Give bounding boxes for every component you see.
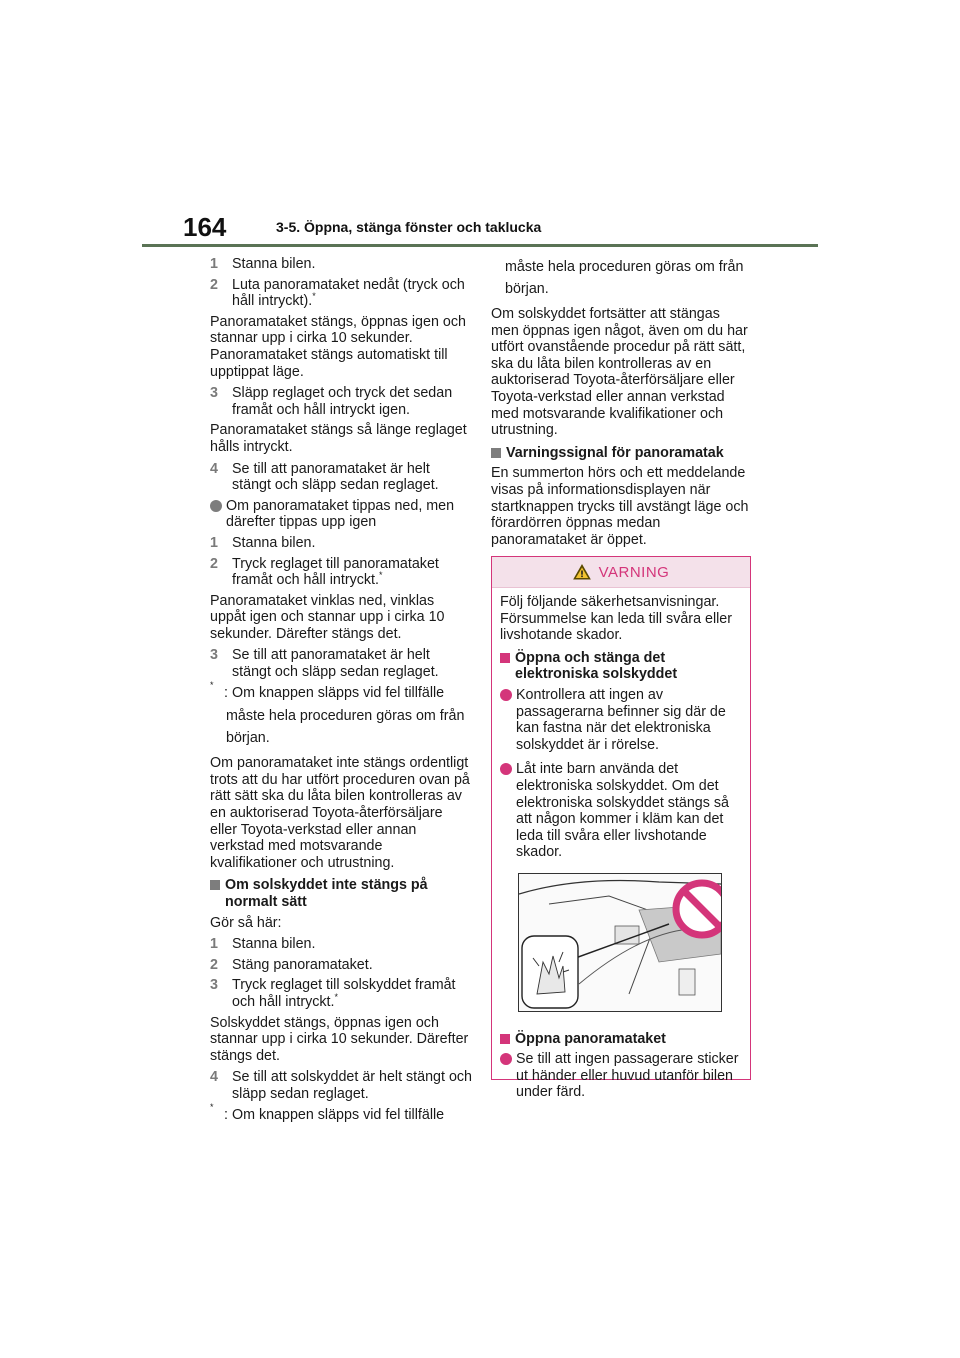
step-number: 3 <box>210 647 218 664</box>
page-number: 164 <box>183 212 227 242</box>
step-text: Luta panoramataket nedåt (tryck och håll intryckt). <box>232 276 465 310</box>
warning-header <box>492 557 750 588</box>
sunshade-pinch-illustration <box>518 873 722 1012</box>
warning-triangle-icon <box>573 564 591 580</box>
step-number: 4 <box>210 460 218 477</box>
step <box>210 977 472 1010</box>
bullet-icon <box>210 500 222 512</box>
paragraph: Panoramataket stängs, öppnas igen och stannar upp i cirka 10 sekunder. Panoramataket stängs automatiskt till upptippat läge. <box>210 313 466 380</box>
footnote-continuation: måste hela proceduren göras om från <box>226 708 465 725</box>
warning-subheading <box>500 1031 742 1048</box>
bullet-item <box>210 498 472 531</box>
section-title: 3-5. Öppna, stänga fönster och taklucka <box>276 219 542 235</box>
header-rule <box>142 244 818 247</box>
step <box>210 556 472 589</box>
step <box>210 535 472 552</box>
step-number: 2 <box>210 956 218 973</box>
step-number: 3 <box>210 385 218 402</box>
warning-bullet <box>500 761 742 861</box>
subheading-text: Om solskyddet inte stängs på normalt sätt <box>225 877 428 910</box>
left-column <box>210 256 472 1127</box>
footnote-continuation: början. <box>226 730 270 747</box>
step <box>210 957 472 974</box>
step-text: Tryck reglaget till solskyddet framåt och håll intryckt. <box>232 977 456 1010</box>
subheading-text: Öppna och stänga det elektroniska solskyddet <box>515 649 678 683</box>
step <box>210 1069 472 1102</box>
footnote-marker: * <box>334 992 339 1003</box>
bullet-text: Kontrollera att ingen av passagerarna befinner sig där de kan fastna när det elektroniska solskyddet är i rörelse. <box>516 686 726 753</box>
paragraph: Om panoramataket inte stängs ordentligt trots att du har utfört proceduren ovan på rätt sätt ska du låta bilen kontrolleras av en auktoriserad Toyota-återförsäljare eller Toyota-verkstad eller annan verkstad med motsvarande kvalifikationer och utrustning. <box>210 755 470 871</box>
footnote-text: : Om knappen släpps vid fel tillfälle <box>224 1106 445 1123</box>
warning-bullet <box>500 1051 742 1101</box>
bullet-icon <box>500 1053 512 1065</box>
right-column <box>491 256 751 553</box>
bullet-text: Se till att ingen passagerare sticker ut händer eller huvud utanför bilen under färd. <box>516 1051 739 1101</box>
step <box>210 461 472 494</box>
warning-body <box>492 588 750 1101</box>
step <box>210 385 472 418</box>
paragraph: Gör så här: <box>210 914 282 931</box>
warning-subheading <box>500 650 742 683</box>
step-text: Stanna bilen. <box>232 534 316 551</box>
step-number: 1 <box>210 534 218 551</box>
subheading <box>491 445 751 462</box>
step <box>210 256 472 273</box>
page-header <box>0 0 960 250</box>
footnote-continuation: början. <box>505 281 549 297</box>
step-text: Se till att panoramataket är helt stängt och släpp sedan reglaget. <box>232 460 439 494</box>
warning-label: VARNING <box>598 563 670 581</box>
bullet-icon <box>500 763 512 775</box>
footnote-marker: * <box>379 570 383 581</box>
step-text: Tryck reglaget till panoramataket framåt och håll intryckt. <box>232 555 439 589</box>
step-text: Stanna bilen. <box>232 936 316 953</box>
subheading-text: Varningssignal för panoramatak <box>506 444 724 461</box>
square-bullet-icon <box>500 653 510 663</box>
warning-bullet <box>500 687 742 753</box>
paragraph: Solskyddet stängs, öppnas igen och stannar upp i cirka 10 sekunder. Därefter stängs det. <box>210 1014 469 1064</box>
paragraph: Panoramataket stängs så länge reglaget hålls intryckt. <box>210 422 467 455</box>
step-text: Stäng panoramataket. <box>232 956 373 973</box>
footnote <box>210 679 472 702</box>
bullet-text: Låt inte barn använda det elektroniska solskyddet. Om det elektroniska solskyddet stängs så att någon kommer i kläm kan det leda till svåra eller livshotande skador. <box>516 761 729 861</box>
footnote-marker: * <box>210 1101 214 1112</box>
step-number: 2 <box>210 555 218 572</box>
square-bullet-icon <box>491 448 501 458</box>
square-bullet-icon <box>210 880 220 890</box>
step-text: Se till att solskyddet är helt stängt och släpp sedan reglaget. <box>232 1069 472 1102</box>
step-text: Stanna bilen. <box>232 256 316 272</box>
footnote-continuation: måste hela proceduren göras om från <box>505 259 744 275</box>
step-number: 3 <box>210 977 218 994</box>
step <box>210 647 472 680</box>
paragraph: En summerton hörs och ett meddelande visas på informationsdisplayen när startknappen trycks till avstängt läge och förardörren öppnas medan panoramataket är öppet. <box>491 465 749 548</box>
step <box>210 277 472 310</box>
step <box>210 936 472 953</box>
step-number: 2 <box>210 276 218 293</box>
step-number: 4 <box>210 1069 218 1086</box>
paragraph: Panoramataket vinklas ned, vinklas uppåt igen och stannar upp i cirka 10 sekunder. Därefter stängs det. <box>210 592 445 642</box>
bullet-text: Om panoramataket tippas ned, men därefter tippas upp igen <box>226 497 455 531</box>
square-bullet-icon <box>500 1034 510 1044</box>
step-text: Se till att panoramataket är helt stängt och släpp sedan reglaget. <box>232 647 439 681</box>
footnote-text: : Om knappen släpps vid fel tillfälle <box>224 684 445 701</box>
bullet-icon <box>500 689 512 701</box>
footnote-marker: * <box>210 679 214 690</box>
footnote-marker: * <box>312 291 316 302</box>
step-number: 1 <box>210 936 218 953</box>
warning-box <box>491 556 751 1101</box>
subheading-text: Öppna panoramataket <box>515 1030 666 1047</box>
footnote <box>210 1101 472 1124</box>
step-number: 1 <box>210 256 218 272</box>
warning-intro: Följ följande säkerhetsanvisningar. Försummelse kan leda till svåra eller livshotande skador. <box>500 594 733 644</box>
subheading <box>210 877 472 910</box>
paragraph: Om solskyddet fortsätter att stängas men öppnas igen något, även om du har utfört ovanstående procedur på rätt sätt, ska du låta bilen kontrolleras av en auktoriserad Toyota-återförsäljare eller Toyota-verkstad eller annan verkstad med motsvarande kvalifikationer och utrustning. <box>491 306 748 439</box>
step-text: Släpp reglaget och tryck det sedan framåt och håll intryckt igen. <box>232 385 453 418</box>
